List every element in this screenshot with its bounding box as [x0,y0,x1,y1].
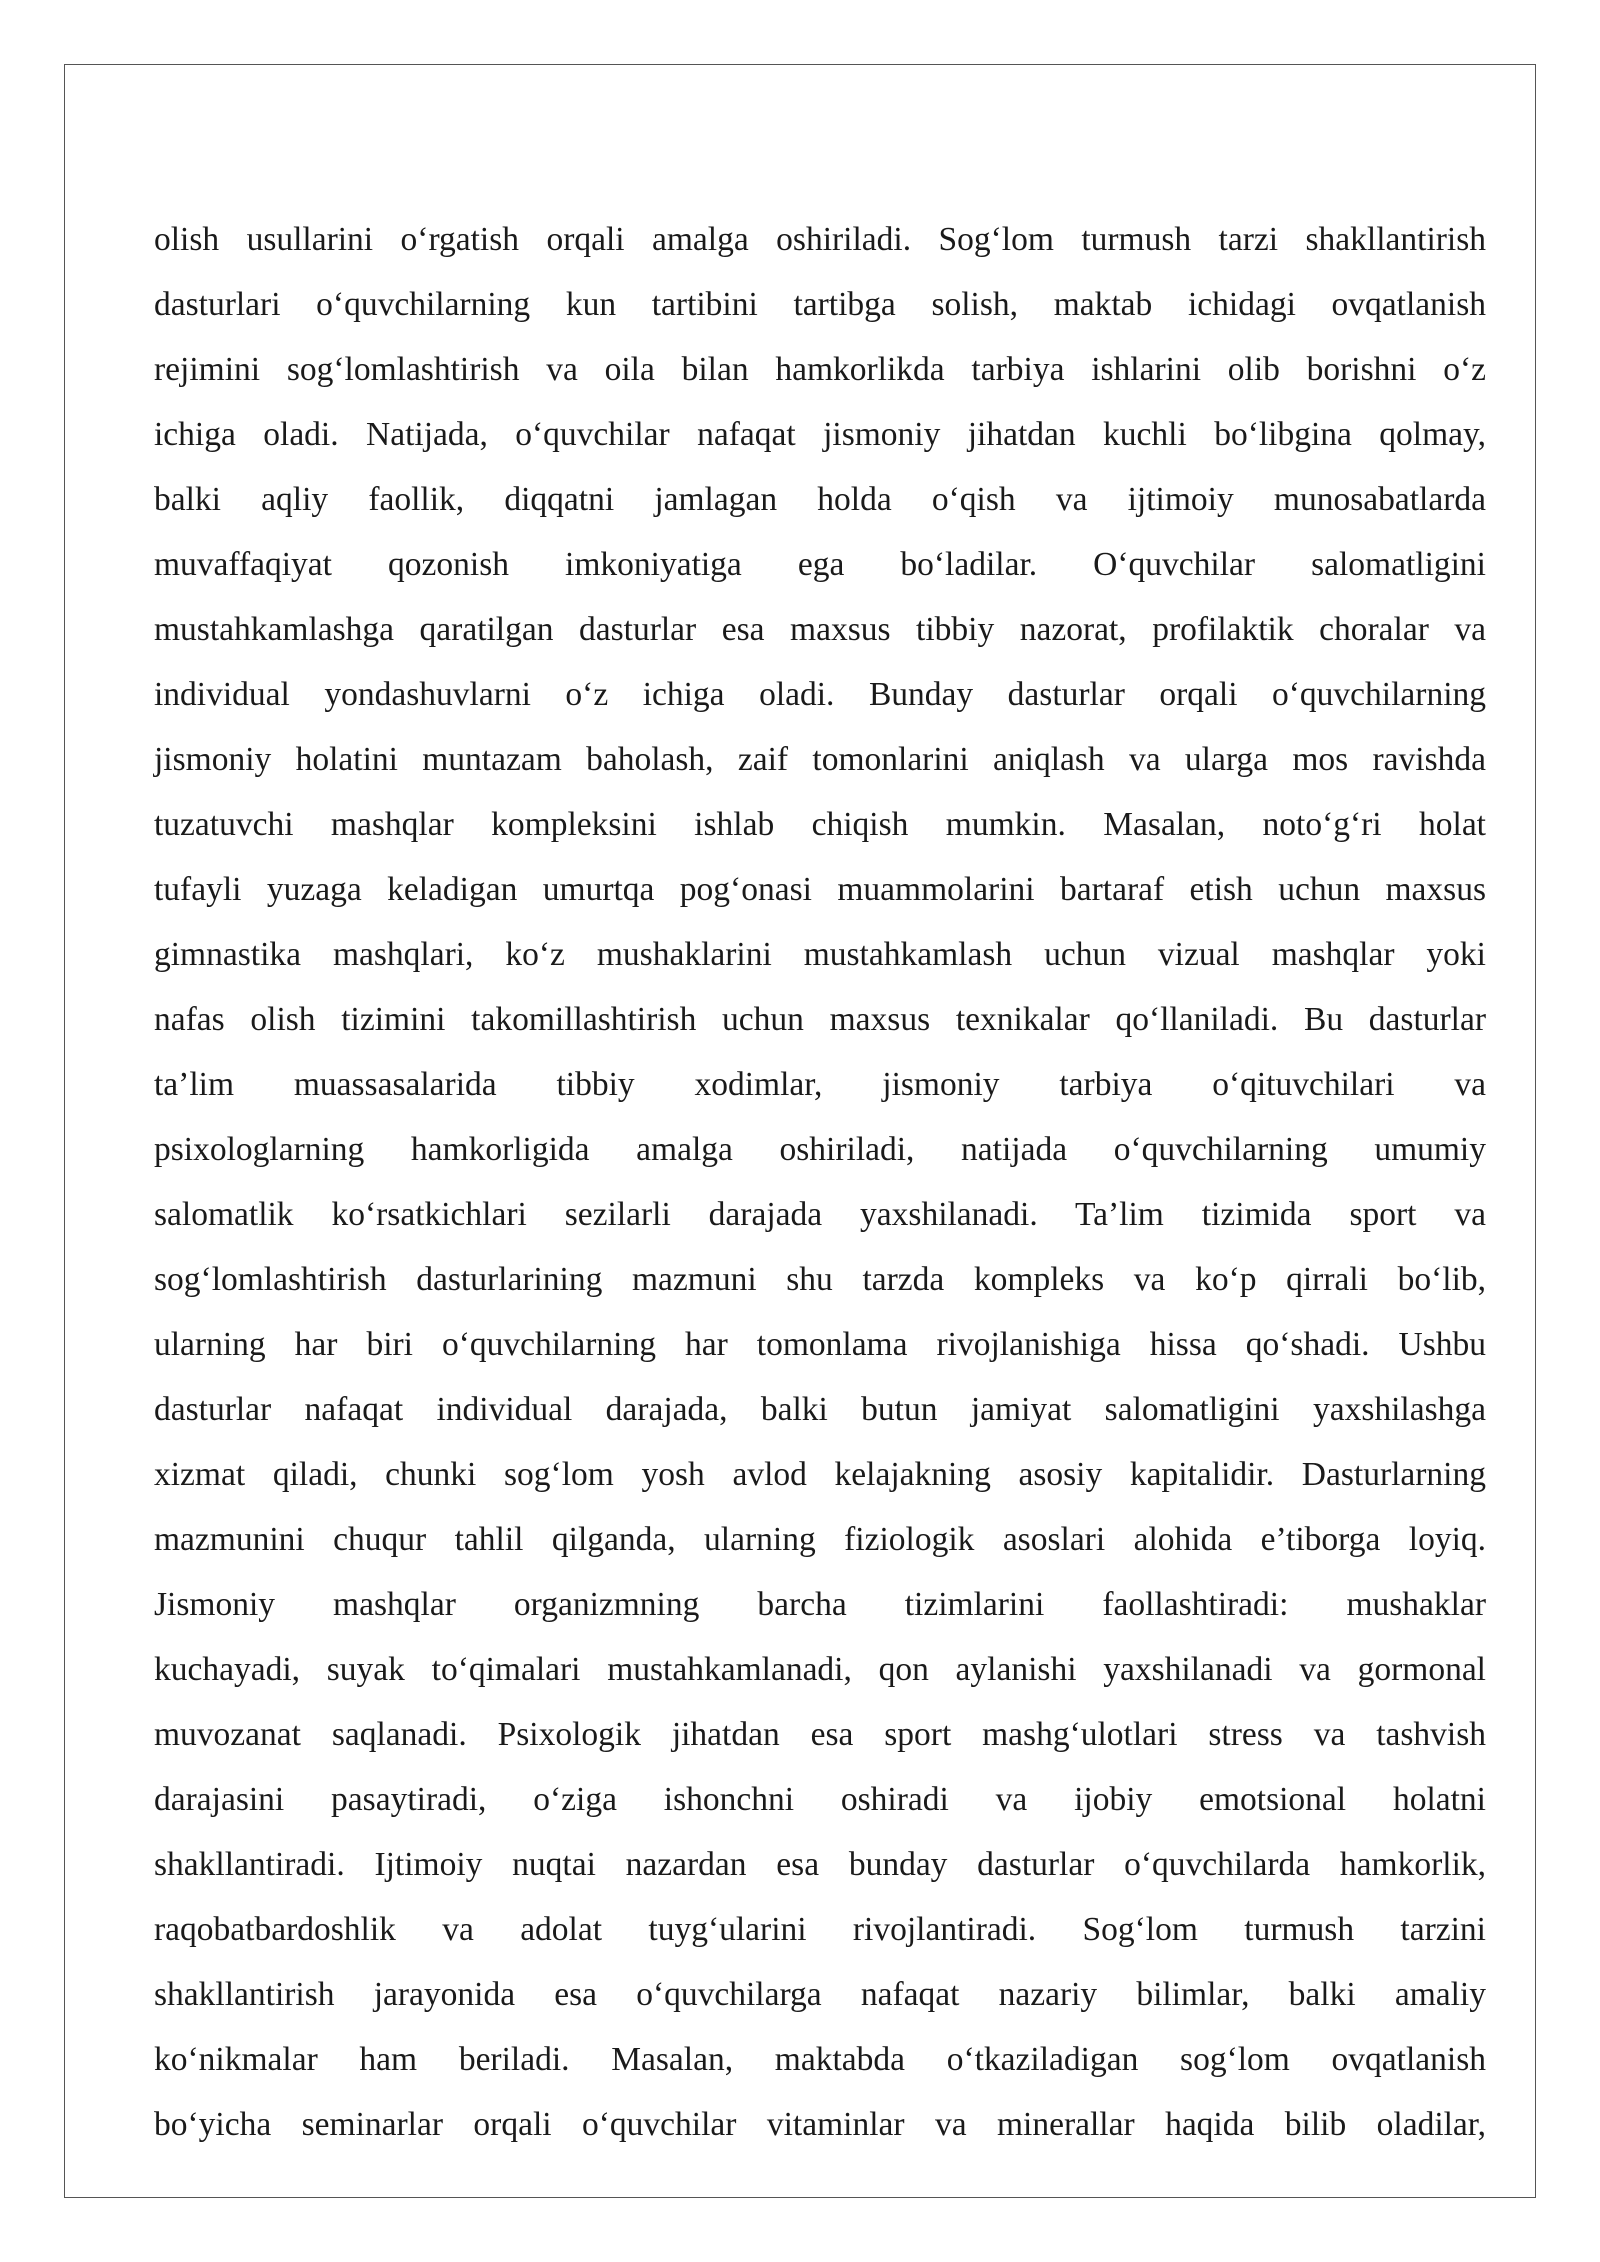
text-line: raqobatbardoshlik va adolat tuyg‘ularini rivojlantiradi. Sog‘lom turmush tarzini [154,1911,1486,1948]
text-line: mustahkamlashga qaratilgan dasturlar esa maxsus tibbiy nazorat, profilaktik choralar va [154,611,1486,648]
text-line: shakllantiradi. Ijtimoiy nuqtai nazardan esa bunday dasturlar o‘quvchilarda hamkorlik, [154,1846,1486,1883]
text-line: ta’lim muassasalarida tibbiy xodimlar, jismoniy tarbiya o‘qituvchilari va [154,1066,1486,1103]
text-line: psixologlarning hamkorligida amalga oshiriladi, natijada o‘quvchilarning umumiy [154,1131,1486,1168]
text-line: rejimini sog‘lomlashtirish va oila bilan hamkorlikda tarbiya ishlarini olib borishni o‘z [154,351,1486,388]
text-line: gimnastika mashqlari, ko‘z mushaklarini mustahkamlash uchun vizual mashqlar yoki [154,936,1486,973]
text-line: balki aqliy faollik, diqqatni jamlagan holda o‘qish va ijtimoiy munosabatlarda [154,481,1486,518]
text-line: jismoniy holatini muntazam baholash, zaif tomonlarini aniqlash va ularga mos ravishda [154,741,1486,778]
text-line: xizmat qiladi, chunki sog‘lom yosh avlod kelajakning asosiy kapitalidir. Dasturlarning [154,1456,1486,1493]
text-line: mazmunini chuqur tahlil qilganda, ularning fiziologik asoslari alohida e’tiborga loyiq. [154,1521,1486,1558]
text-line: individual yondashuvlarni o‘z ichiga oladi. Bunday dasturlar orqali o‘quvchilarning [154,676,1486,713]
text-line: bo‘yicha seminarlar orqali o‘quvchilar vitaminlar va minerallar haqida bilib oladilar, [154,2106,1486,2143]
text-line: shakllantirish jarayonida esa o‘quvchilarga nafaqat nazariy bilimlar, balki amaliy [154,1976,1486,2013]
body-paragraph [154,207,1486,2157]
text-line: olish usullarini o‘rgatish orqali amalga oshiriladi. Sog‘lom turmush tarzi shakllantirish [154,221,1486,258]
text-line: dasturlari o‘quvchilarning kun tartibini tartibga solish, maktab ichidagi ovqatlanish [154,286,1486,323]
text-line: dasturlar nafaqat individual darajada, balki butun jamiyat salomatligini yaxshilashga [154,1391,1486,1428]
text-line: ichiga oladi. Natijada, o‘quvchilar nafaqat jismoniy jihatdan kuchli bo‘libgina qolmay, [154,416,1486,453]
text-line: sog‘lomlashtirish dasturlarining mazmuni shu tarzda kompleks va ko‘p qirrali bo‘lib, [154,1261,1486,1298]
text-line: tuzatuvchi mashqlar kompleksini ishlab chiqish mumkin. Masalan, noto‘g‘ri holat [154,806,1486,843]
text-line: kuchayadi, suyak to‘qimalari mustahkamlanadi, qon aylanishi yaxshilanadi va gormonal [154,1651,1486,1688]
text-line: ularning har biri o‘quvchilarning har tomonlama rivojlanishiga hissa qo‘shadi. Ushbu [154,1326,1486,1363]
text-line: muvozanat saqlanadi. Psixologik jihatdan esa sport mashg‘ulotlari stress va tashvish [154,1716,1486,1753]
text-line: tufayli yuzaga keladigan umurtqa pog‘onasi muammolarini bartaraf etish uchun maxsus [154,871,1486,908]
text-line: Jismoniy mashqlar organizmning barcha tizimlarini faollashtiradi: mushaklar [154,1586,1486,1623]
document-page [64,64,1536,2198]
text-line: salomatlik ko‘rsatkichlari sezilarli darajada yaxshilanadi. Ta’lim tizimida sport va [154,1196,1486,1233]
text-line: nafas olish tizimini takomillashtirish uchun maxsus texnikalar qo‘llaniladi. Bu dasturlar [154,1001,1486,1038]
text-line: muvaffaqiyat qozonish imkoniyatiga ega bo‘ladilar. O‘quvchilar salomatligini [154,546,1486,583]
text-line: darajasini pasaytiradi, o‘ziga ishonchni oshiradi va ijobiy emotsional holatni [154,1781,1486,1818]
text-line: ko‘nikmalar ham beriladi. Masalan, maktabda o‘tkaziladigan sog‘lom ovqatlanish [154,2041,1486,2078]
